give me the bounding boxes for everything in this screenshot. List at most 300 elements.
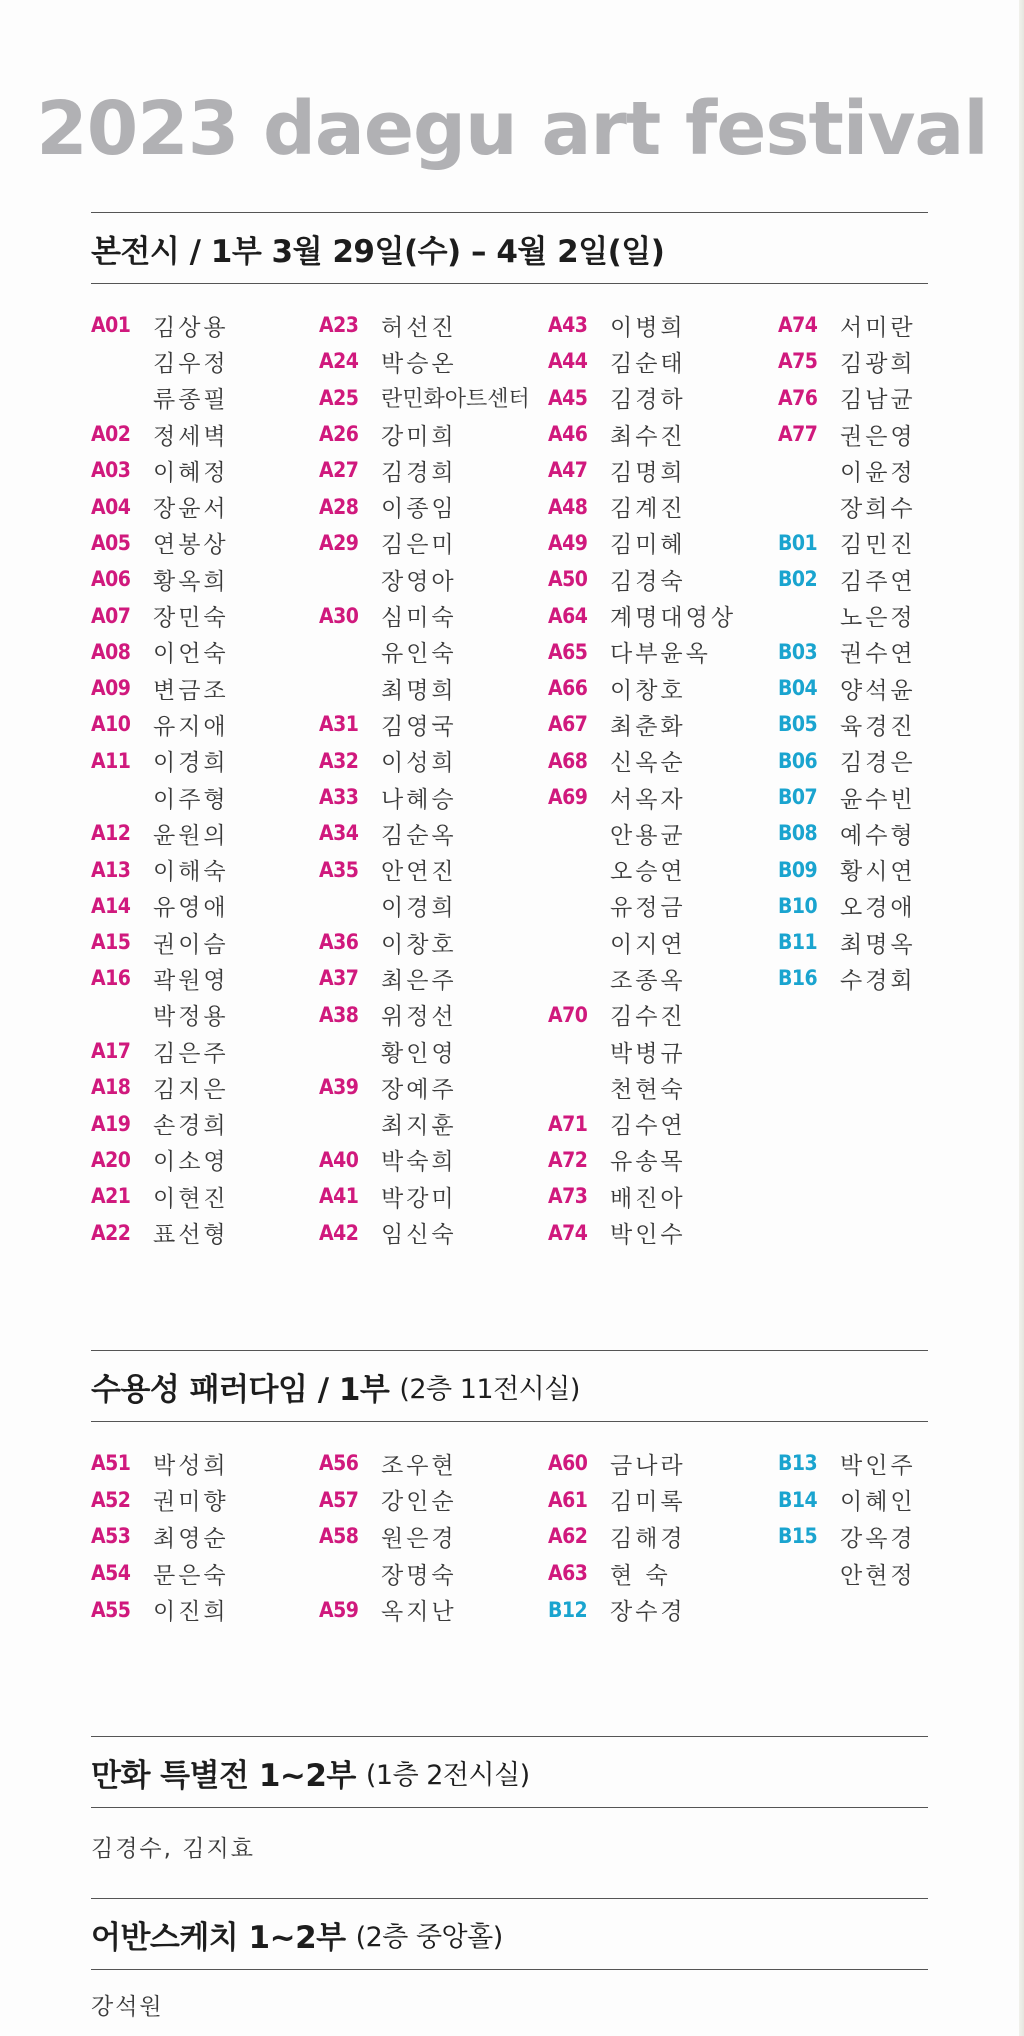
artist-entry [548,706,736,742]
artist-entry [91,1445,229,1482]
artist-name: 위정선 [381,1004,457,1031]
booth-code: A50 [548,567,588,592]
artist-entry [548,488,736,524]
artist-entry [778,634,916,670]
urban-sketch-section [91,1898,928,2021]
artist-entry [319,1555,457,1592]
artist-entry [91,343,229,379]
artist-entry [548,380,736,416]
booth-code: A07 [91,603,131,628]
artist-name: 서미란 [840,314,916,341]
booth-code: A01 [91,313,131,338]
artist-name: 서옥자 [610,786,686,813]
artist-name: 김명희 [610,459,686,486]
artist-name: 금나라 [610,1452,686,1479]
manhwa-heading: 만화 특별전 1~2부 [91,1757,356,1794]
urban-sketch-heading: 어반스케치 1~2부 [91,1919,346,1956]
artist-entry [548,416,736,452]
booth-code: A35 [319,857,359,882]
artist-entry [319,597,530,633]
artist-name: 이경희 [381,895,457,922]
artist-entry [319,706,530,742]
artist-name: 이혜정 [153,459,229,486]
artist-name: 장희수 [840,496,916,523]
artist-entry [319,1445,457,1482]
booth-code: A19 [91,1111,131,1136]
artist-entry [319,815,530,851]
artist-entry [319,670,530,706]
artist-entry [548,1178,736,1214]
artist-name: 오승연 [610,859,686,886]
artist-name: 김순태 [610,350,686,377]
artist-entry [319,1214,530,1250]
artist-name: 황시연 [840,859,916,886]
paradigm-section [91,1350,928,1635]
artist-name: 김경은 [840,750,916,777]
booth-code: A29 [319,530,359,555]
artist-name: 장윤서 [153,496,229,523]
artist-name: 나혜승 [381,786,457,813]
booth-code: A12 [91,821,131,846]
artist-name: 이주형 [153,786,229,813]
artist-entry [548,1518,686,1555]
urban-sketch-subheading: (2층 중앙홀) [355,1921,503,1953]
booth-code: A68 [548,748,588,773]
urban-sketch-artists: 강석원 [91,1994,164,2020]
artist-entry [91,815,229,851]
artist-name: 권수연 [840,641,916,668]
booth-code: A23 [319,313,359,338]
artist-name: 김경하 [610,387,686,414]
booth-code: A05 [91,530,131,555]
artist-name: 박정용 [153,1004,229,1031]
artist-name: 안용균 [610,822,686,849]
artist-entry [319,1178,530,1214]
booth-code: A75 [778,349,818,374]
artist-entry [319,743,530,779]
artist-name: 박승온 [381,350,457,377]
artist-entry [319,1591,457,1628]
booth-code: A42 [319,1220,359,1245]
artist-name: 이창호 [381,931,457,958]
artist-entry [319,1106,530,1142]
artist-name: 조종옥 [610,967,686,994]
booth-code: B15 [778,1524,818,1549]
artist-entry [548,452,736,488]
booth-code: A47 [548,458,588,483]
artist-entry [778,307,916,343]
booth-code: A31 [319,712,359,737]
main-exhibition-header [91,212,928,284]
artist-name: 박인주 [840,1452,916,1479]
artist-name: 이종임 [381,496,457,523]
artist-entry [91,1069,229,1105]
booth-code: A02 [91,422,131,447]
artist-name: 김수연 [610,1113,686,1140]
artist-name: 문은숙 [153,1562,229,1589]
artist-name: 배진아 [610,1185,686,1212]
artist-name: 김경숙 [610,568,686,595]
artist-name: 김민진 [840,532,916,559]
artist-entry [91,380,229,416]
artist-entry [319,997,530,1033]
artist-name: 김광희 [840,350,916,377]
urban-sketch-header [91,1898,928,1970]
booth-code: A62 [548,1524,588,1549]
column-3 [548,1445,686,1628]
artist-entry [548,1445,686,1482]
artist-name: 이소영 [153,1149,229,1176]
artist-entry [548,924,736,960]
artist-name: 김영국 [381,713,457,740]
booth-code: A17 [91,1039,131,1064]
artist-entry [778,416,916,452]
artist-name: 양석윤 [840,677,916,704]
artist-name: 다부윤옥 [610,641,711,668]
page-title: 2023 daegu art festival [36,86,988,172]
artist-entry [319,452,530,488]
artist-name: 김남균 [840,387,916,414]
booth-code: A74 [778,313,818,338]
artist-entry [778,670,916,706]
booth-code: A65 [548,639,588,664]
artist-entry [319,561,530,597]
artist-entry [91,307,229,343]
paradigm-subheading: (2층 11전시실) [399,1373,580,1405]
booth-code: B08 [778,821,818,846]
artist-name: 김수진 [610,1004,686,1031]
artist-name: 김계진 [610,496,686,523]
artist-name: 계명대영상 [610,605,737,632]
artist-entry [778,815,916,851]
booth-code: A71 [548,1111,588,1136]
artist-name: 박병규 [610,1040,686,1067]
artist-name: 김해경 [610,1525,686,1552]
booth-code: A09 [91,676,131,701]
booth-code: A57 [319,1487,359,1512]
artist-entry [778,561,916,597]
artist-entry [548,1555,686,1592]
artist-name: 김은주 [153,1040,229,1067]
artist-name: 유인숙 [381,641,457,668]
artist-entry [778,960,916,996]
artist-entry [91,997,229,1033]
artist-name: 최은주 [381,967,457,994]
artist-name: 박강미 [381,1185,457,1212]
artist-entry [548,343,736,379]
artist-name: 허선진 [381,314,457,341]
booth-code: A73 [548,1184,588,1209]
artist-entry [91,743,229,779]
artist-entry [91,597,229,633]
artist-entry [91,525,229,561]
artist-name: 김지은 [153,1076,229,1103]
artist-name: 김미록 [610,1489,686,1516]
artist-entry [319,634,530,670]
artist-entry [548,1069,736,1105]
artist-entry [319,380,530,416]
booth-code: A25 [319,385,359,410]
artist-entry [778,525,916,561]
artist-entry [91,634,229,670]
booth-code: A45 [548,385,588,410]
artist-name: 권이슴 [153,931,229,958]
booth-code: B11 [778,930,818,955]
artist-name: 임신숙 [381,1222,457,1249]
artist-name: 이혜인 [840,1489,916,1516]
artist-entry [778,1555,916,1592]
booth-code: B05 [778,712,818,737]
artist-entry [319,343,530,379]
booth-code: A48 [548,494,588,519]
artist-entry [778,706,916,742]
artist-entry [548,960,736,996]
paradigm-grid [91,1445,928,1635]
booth-code: B07 [778,785,818,809]
artist-entry [319,888,530,924]
booth-code: A26 [319,422,359,447]
booth-code: A18 [91,1075,131,1100]
artist-entry [778,1482,916,1519]
artist-name: 권미향 [153,1489,229,1516]
artist-name: 황인영 [381,1040,457,1067]
booth-code: A30 [319,603,359,628]
artist-name: 장민숙 [153,605,229,632]
booth-code: A10 [91,712,131,737]
booth-code: A32 [319,748,359,773]
artist-name: 유영애 [153,895,229,922]
artist-name: 이윤정 [840,459,916,486]
artist-name: 옥지난 [381,1599,457,1626]
booth-code: A69 [548,785,588,809]
artist-name: 현 숙 [610,1562,671,1589]
artist-name: 이병희 [610,314,686,341]
artist-entry [319,525,530,561]
artist-entry [91,851,229,887]
artist-name: 안현정 [840,1562,916,1589]
artist-entry [91,1555,229,1592]
booth-code: B14 [778,1487,818,1512]
artist-entry [778,343,916,379]
artist-entry [548,597,736,633]
artist-name: 박인수 [610,1222,686,1249]
artist-name: 김미혜 [610,532,686,559]
artist-name: 이언숙 [153,641,229,668]
artist-entry [319,779,530,815]
booth-code: A13 [91,857,131,882]
page-edge [1019,0,1024,2036]
artist-entry [91,1106,229,1142]
artist-entry [91,1033,229,1069]
artist-name: 수경회 [840,967,916,994]
artist-entry [778,888,916,924]
booth-code: A37 [319,966,359,991]
artist-name: 표선형 [153,1222,229,1249]
artist-name: 최지훈 [381,1113,457,1140]
artist-entry [548,888,736,924]
column-2 [319,1445,457,1628]
artist-name: 유지애 [153,713,229,740]
artist-entry [91,924,229,960]
artist-name: 강인순 [381,1489,457,1516]
artist-entry [319,1518,457,1555]
artist-entry [319,1142,530,1178]
artist-entry [319,488,530,524]
artist-entry [319,924,530,960]
booth-code: A11 [91,748,131,773]
booth-code: A67 [548,712,588,737]
artist-name: 윤원의 [153,822,229,849]
column-4 [778,1445,916,1591]
artist-name: 김경희 [381,459,457,486]
paradigm-heading: 수용성 패러다임 / 1부 [91,1371,390,1408]
main-exhibition-heading: 본전시 / 1부 3월 29일(수) – 4월 2일(일) [91,233,665,270]
artist-name: 장영아 [381,568,457,595]
booth-code: B13 [778,1451,818,1476]
booth-code: A64 [548,603,588,628]
artist-entry [778,924,916,960]
artist-name: 손경희 [153,1113,229,1140]
column-1 [91,1445,229,1628]
booth-code: B06 [778,748,818,773]
manhwa-subheading: (1층 2전시실) [365,1759,530,1791]
artist-name: 김은미 [381,532,457,559]
artist-name: 안연진 [381,859,457,886]
manhwa-header [91,1736,928,1808]
artist-entry [319,307,530,343]
artist-entry [319,960,530,996]
artist-entry [319,1069,530,1105]
artist-entry [548,743,736,779]
booth-code: B09 [778,857,818,882]
artist-entry [91,706,229,742]
artist-entry [778,851,916,887]
artist-name: 이창호 [610,677,686,704]
main-exhibition-grid [91,307,928,1257]
artist-entry [91,888,229,924]
artist-entry [778,1445,916,1482]
artist-entry [319,416,530,452]
booth-code: A36 [319,930,359,955]
booth-code: A58 [319,1524,359,1549]
booth-code: A44 [548,349,588,374]
artist-name: 오경애 [840,895,916,922]
booth-code: B01 [778,530,818,555]
artist-name: 신옥순 [610,750,686,777]
artist-name: 노은정 [840,605,916,632]
booth-code: A74 [548,1220,588,1245]
booth-code: A06 [91,567,131,592]
artist-name: 유정금 [610,895,686,922]
artist-entry [548,1142,736,1178]
artist-entry [319,1482,457,1519]
booth-code: A27 [319,458,359,483]
artist-entry [91,1591,229,1628]
column-4 [778,307,916,997]
booth-code: B12 [548,1597,588,1622]
artist-entry [548,307,736,343]
booth-code: A49 [548,530,588,555]
artist-name: 이현진 [153,1185,229,1212]
booth-code: A22 [91,1220,131,1245]
booth-code: B10 [778,893,818,918]
booth-code: A03 [91,458,131,483]
artist-entry [778,488,916,524]
artist-entry [91,1142,229,1178]
artist-entry [548,1591,686,1628]
artist-name: 란민화아트센터 [381,387,530,413]
column-2 [319,307,530,1251]
artist-entry [91,1178,229,1214]
artist-entry [91,1482,229,1519]
artist-entry [91,960,229,996]
artist-name: 정세벽 [153,423,229,450]
artist-name: 최춘화 [610,713,686,740]
artist-name: 천현숙 [610,1076,686,1103]
artist-name: 최명희 [381,677,457,704]
paradigm-header [91,1350,928,1422]
column-1 [91,307,229,1251]
artist-entry [319,1033,530,1069]
artist-name: 박성희 [153,1452,229,1479]
artist-entry [91,1214,229,1250]
booth-code: A15 [91,930,131,955]
artist-name: 최영순 [153,1525,229,1552]
booth-code: B04 [778,676,818,701]
booth-code: B16 [778,966,818,991]
artist-entry [548,561,736,597]
booth-code: A38 [319,1002,359,1027]
booth-code: B03 [778,639,818,664]
booth-code: A14 [91,893,131,918]
artist-name: 이지연 [610,931,686,958]
artist-name: 권은영 [840,423,916,450]
artist-name: 이경희 [153,750,229,777]
artist-entry [548,779,736,815]
artist-name: 윤수빈 [840,786,916,813]
artist-entry [91,779,229,815]
artist-name: 곽원영 [153,967,229,994]
booth-code: A77 [778,422,818,447]
booth-code: A34 [319,821,359,846]
booth-code: A66 [548,676,588,701]
booth-code: A21 [91,1184,131,1209]
artist-name: 장예주 [381,1076,457,1103]
artist-name: 류종필 [153,387,229,414]
booth-code: A04 [91,494,131,519]
artist-name: 황옥희 [153,568,229,595]
booth-code: A61 [548,1487,588,1512]
artist-entry [548,997,736,1033]
booth-code: A41 [319,1184,359,1209]
artist-name: 조우현 [381,1452,457,1479]
artist-entry [548,1106,736,1142]
artist-name: 심미숙 [381,605,457,632]
artist-name: 이해숙 [153,859,229,886]
artist-name: 장수경 [610,1599,686,1626]
booth-code: A43 [548,313,588,338]
artist-entry [778,1518,916,1555]
artist-name: 이성희 [381,750,457,777]
artist-entry [778,380,916,416]
booth-code: A63 [548,1561,588,1586]
booth-code: A28 [319,494,359,519]
artist-entry [548,1033,736,1069]
booth-code: A53 [91,1524,131,1549]
booth-code: A46 [548,422,588,447]
artist-name: 원은경 [381,1525,457,1552]
artist-entry [91,1518,229,1555]
